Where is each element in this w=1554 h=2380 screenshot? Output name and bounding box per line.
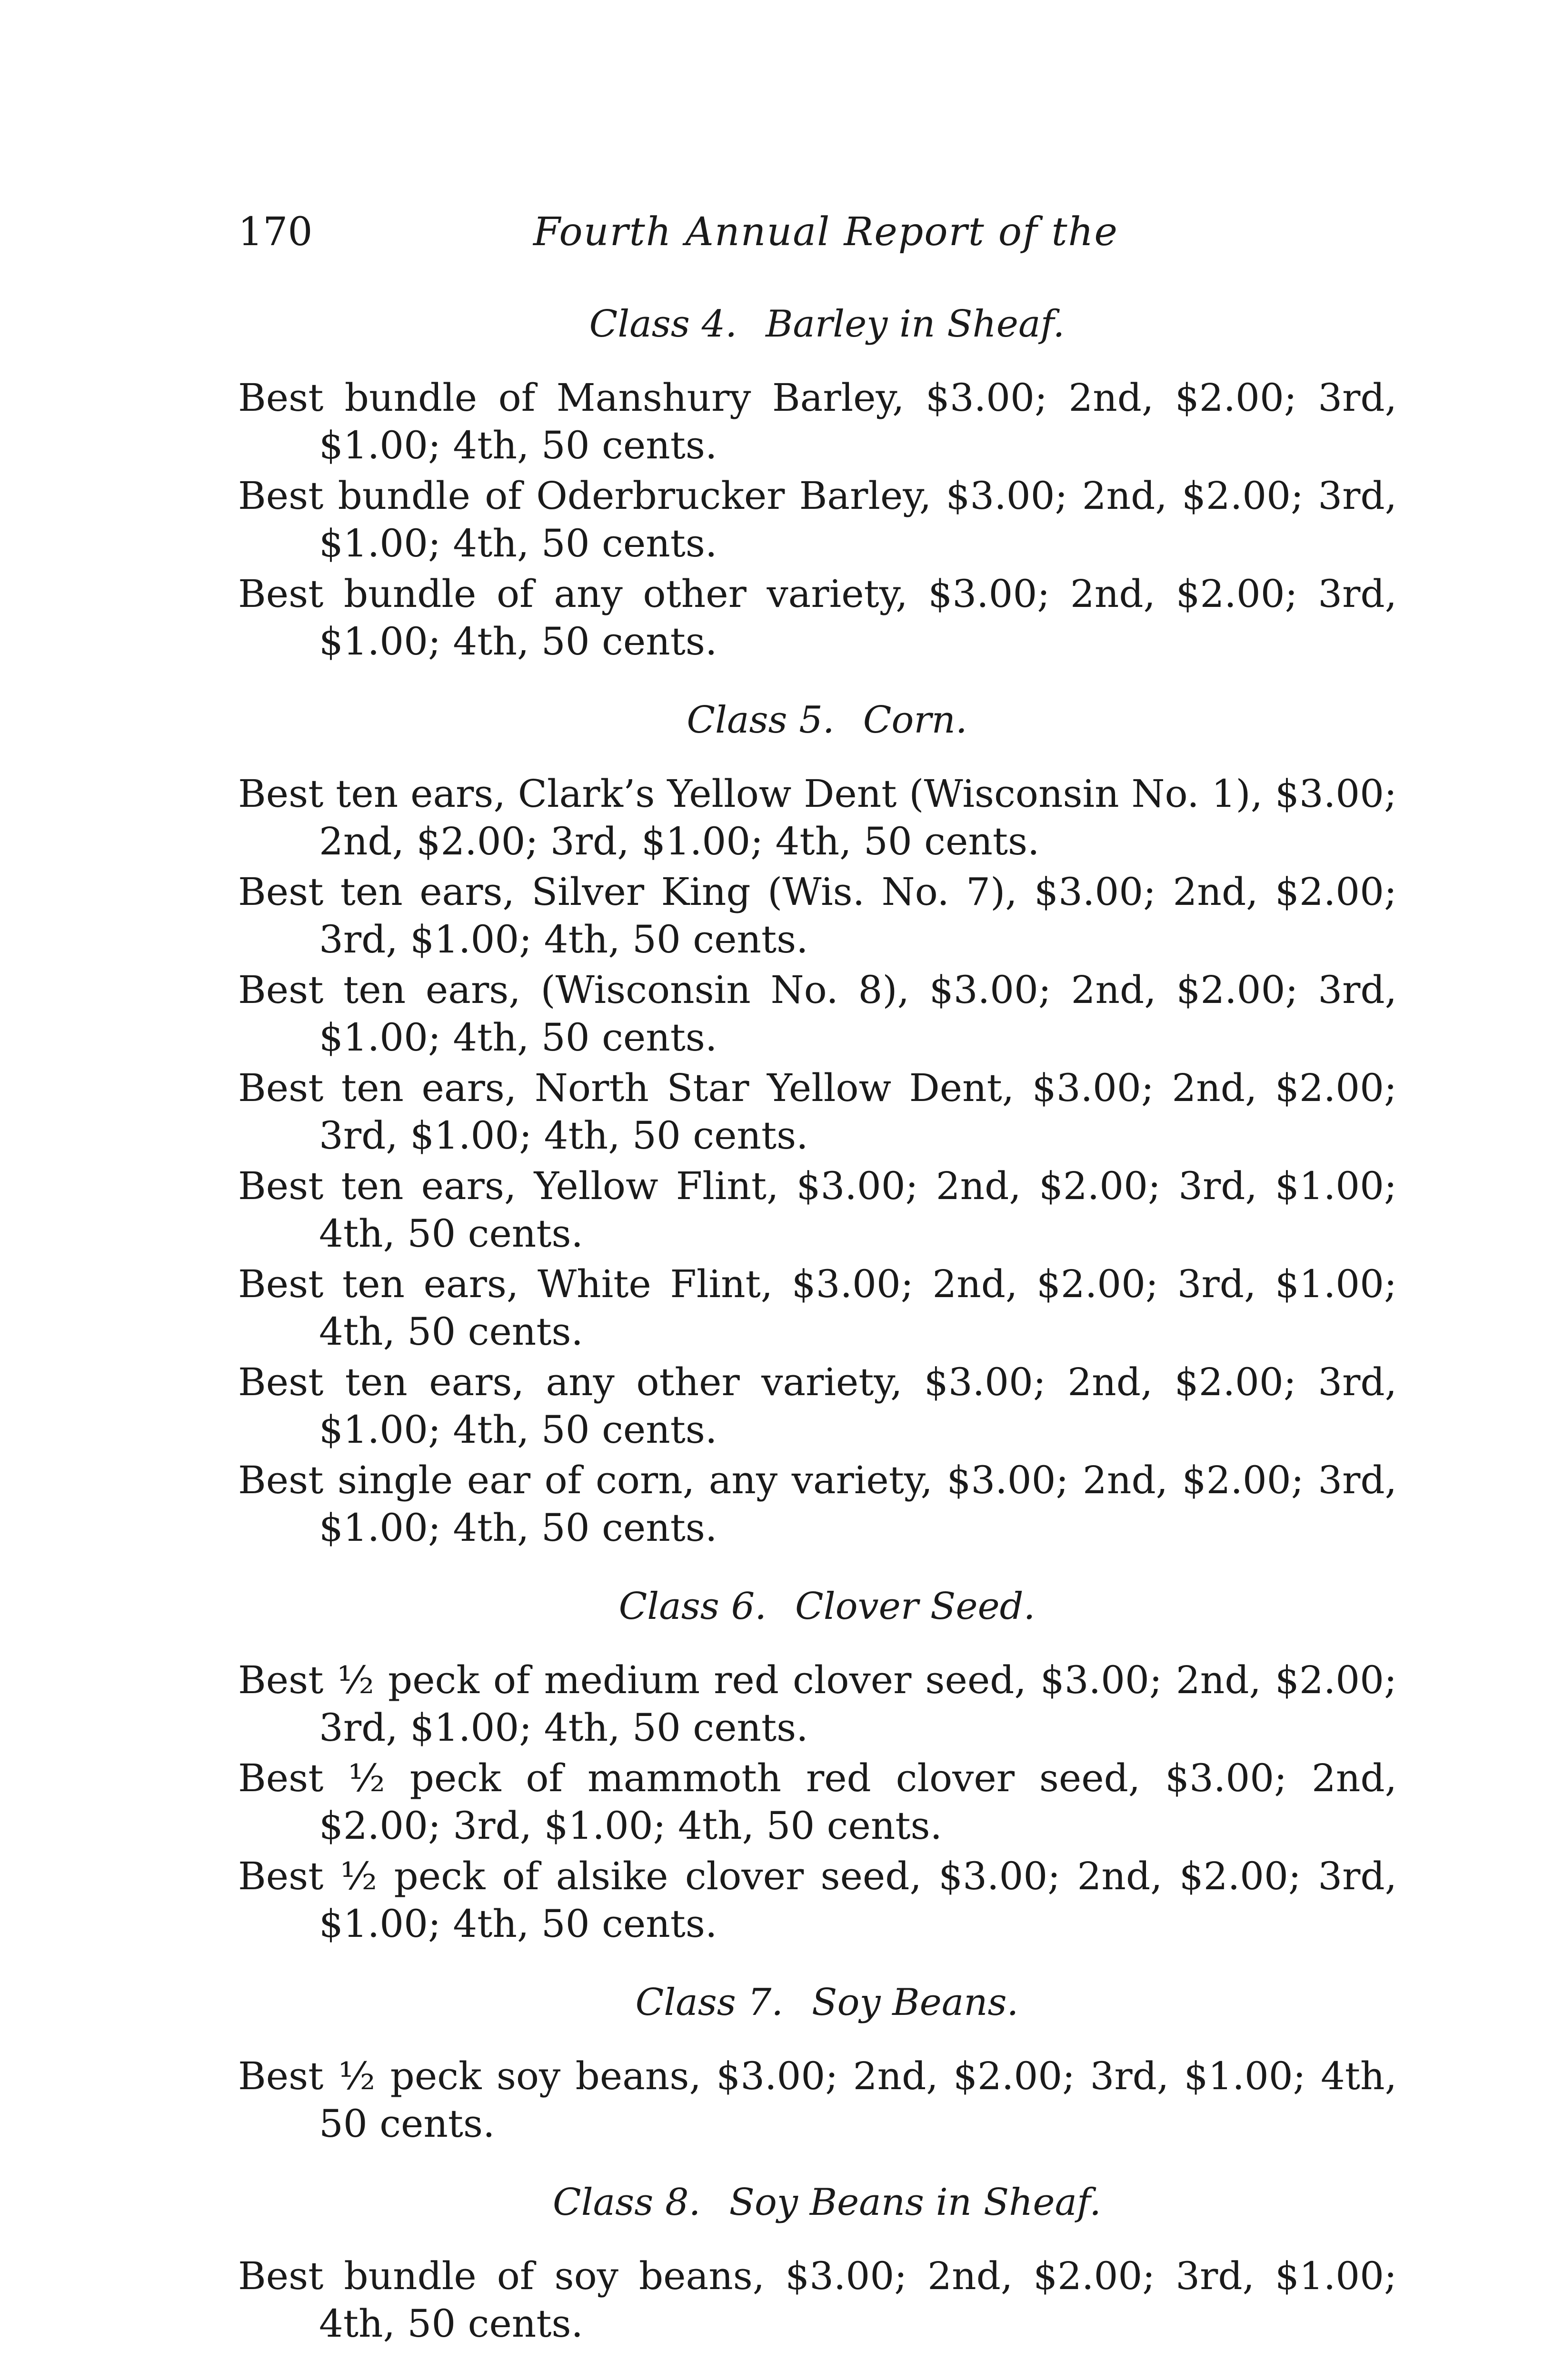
class-section <box>238 2181 1397 2348</box>
prize-entry: Best ten ears, Silver King (Wis. No. 7), $3.00; 2nd, $2.00; 3rd, $1.00; 4th, 50 cents. <box>238 870 1397 962</box>
prize-entry: Best bundle of any other variety, $3.00; 2nd, $2.00; 3rd, $1.00; 4th, 50 cents. <box>238 572 1397 664</box>
prize-entry: Best bundle of Oderbrucker Barley, $3.00; 2nd, $2.00; 3rd, $1.00; 4th, 50 cents. <box>238 474 1397 565</box>
prize-entry: Best bundle of soy beans, $3.00; 2nd, $2.00; 3rd, $1.00; 4th, 50 cents. <box>238 2254 1397 2346</box>
class-number: Class 6. <box>618 1585 767 1628</box>
class-number: Class 7. <box>635 1981 784 2024</box>
prize-entry: Best ten ears, North Star Yellow Dent, $3.00; 2nd, $2.00; 3rd, $1.00; 4th, 50 cents. <box>238 1066 1397 1158</box>
class-section <box>238 1585 1397 1948</box>
prize-entry: Best single ear of corn, any variety, $3.00; 2nd, $2.00; 3rd, $1.00; 4th, 50 cents. <box>238 1458 1397 1550</box>
class-title: Barley in Sheaf. <box>766 303 1065 346</box>
prize-entry: Best ten ears, White Flint, $3.00; 2nd, $2.00; 3rd, $1.00; 4th, 50 cents. <box>238 1262 1397 1354</box>
page-header <box>238 205 1397 281</box>
page-number: 170 <box>238 209 313 255</box>
class-number: Class 5. <box>687 699 835 742</box>
class-title: Corn. <box>863 699 967 742</box>
class-title: Clover Seed. <box>795 1585 1036 1628</box>
prize-entry: Best ½ peck of alsike clover seed, $3.00; 2nd, $2.00; 3rd, $1.00; 4th, 50 cents. <box>238 1854 1397 1946</box>
prize-entry: Best ½ peck soy beans, $3.00; 2nd, $2.00; 3rd, $1.00; 4th, 50 cents. <box>238 2054 1397 2146</box>
prize-entry: Best ten ears, Clark’s Yellow Dent (Wisconsin No. 1), $3.00; 2nd, $2.00; 3rd, $1.00; 4th, 50 cents. <box>238 772 1397 863</box>
prize-entry: Best ten ears, any other variety, $3.00; 2nd, $2.00; 3rd, $1.00; 4th, 50 cents. <box>238 1360 1397 1452</box>
class-heading <box>238 1585 1397 1628</box>
prize-entry: Best ½ peck of mammoth red clover seed, $3.00; 2nd, $2.00; 3rd, $1.00; 4th, 50 cents. <box>238 1756 1397 1848</box>
class-heading <box>238 1981 1397 2024</box>
class-section <box>238 1981 1397 2148</box>
running-title: Fourth Annual Report of the <box>533 209 1118 255</box>
class-title: Soy Beans. <box>812 1981 1019 2024</box>
prize-entry: Best bundle of Manshury Barley, $3.00; 2nd, $2.00; 3rd, $1.00; 4th, 50 cents. <box>238 376 1397 467</box>
class-title: Soy Beans in Sheaf. <box>729 2181 1101 2224</box>
prize-entry: Best ten ears, (Wisconsin No. 8), $3.00; 2nd, $2.00; 3rd, $1.00; 4th, 50 cents. <box>238 968 1397 1060</box>
class-section <box>238 699 1397 1552</box>
class-number: Class 4. <box>589 303 737 346</box>
class-number: Class 8. <box>553 2181 701 2224</box>
class-heading <box>238 303 1397 346</box>
class-section <box>238 303 1397 665</box>
class-heading <box>238 699 1397 742</box>
prize-entry: Best ten ears, Yellow Flint, $3.00; 2nd, $2.00; 3rd, $1.00; 4th, 50 cents. <box>238 1164 1397 1256</box>
prize-entry: Best ½ peck of medium red clover seed, $3.00; 2nd, $2.00; 3rd, $1.00; 4th, 50 cents. <box>238 1658 1397 1750</box>
class-heading <box>238 2181 1397 2224</box>
